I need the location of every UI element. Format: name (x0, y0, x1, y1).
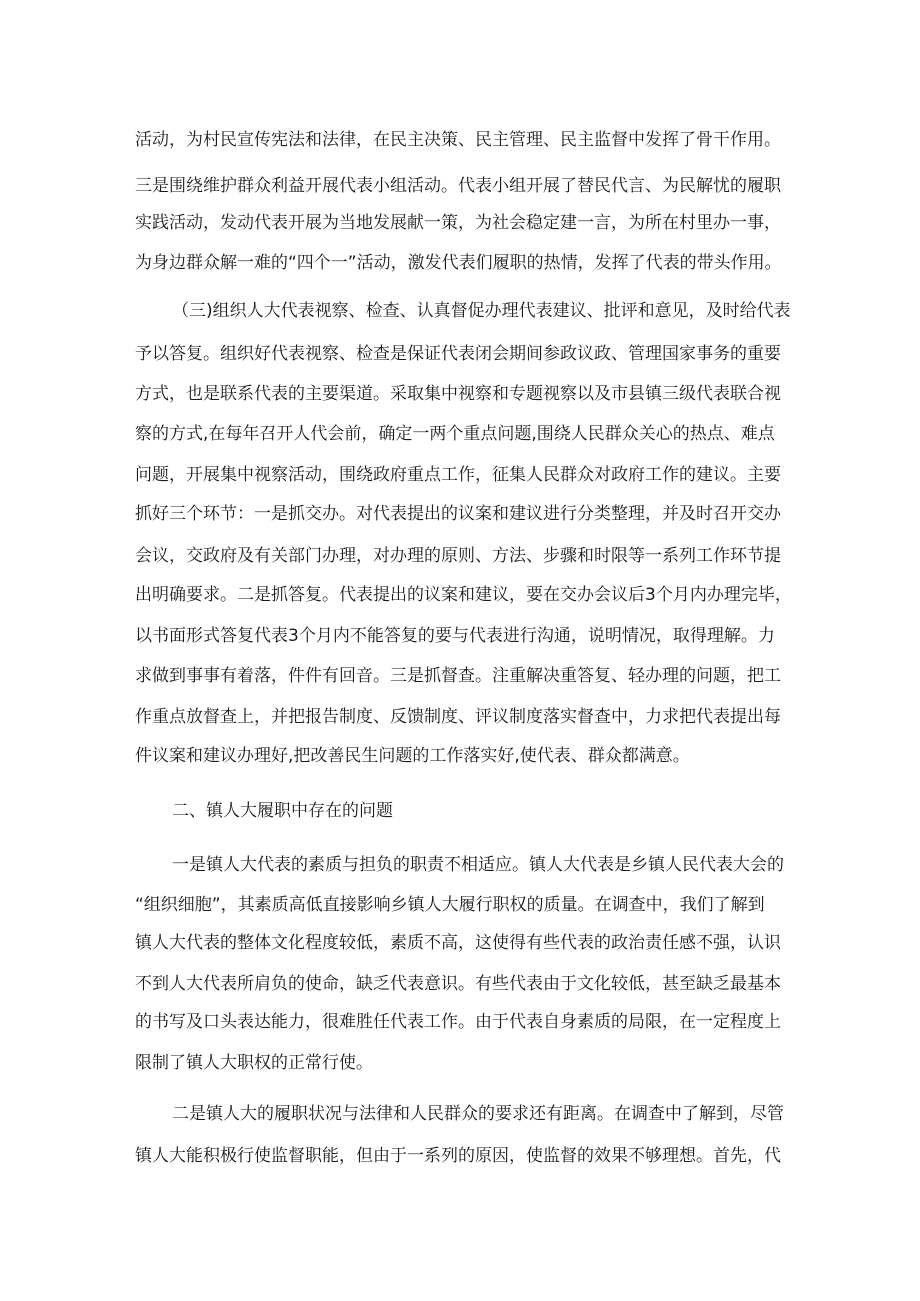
paragraph-section-three-line: 方式，也是联系代表的主要渠道。采取集中视察和专题视察以及市县镇三级代表联合视 (135, 384, 781, 404)
paragraph-issue-one-line: 镇人大代表的整体文化程度较低，素质不高，这使得有些代表的政治责任感不强，认识 (135, 933, 781, 953)
paragraph-issue-one-line: “组织细胞”，其素质高低直接影响乡镇人大履行职权的质量。在调查中，我们了解到 (135, 895, 765, 915)
paragraph-section-three-line: 求做到事事有着落，件件有回音。三是抓督查。注重解决重答复、轻办理的问题，把工 (135, 666, 781, 686)
paragraph-section-three-line: （三)组织人大代表视察、检查、认真督促办理代表建议、批评和意见，及时给代表 (172, 301, 791, 321)
paragraph-section-three-line: 抓好三个环节：一是抓交办。对代表提出的议案和建议进行分类整理，并及时召开交办 (135, 504, 781, 524)
paragraph-section-three-line: 件议案和建议办理好,把改善民生问题的工作落实好,使代表、群众都满意。 (135, 746, 690, 766)
paragraph-section-three-line: 察的方式,在每年召开人代会前，确定一两个重点问题,围绕人民群众关心的热点、难点 (135, 424, 775, 444)
paragraph-issue-one-line: 的书写及口头表达能力，很难胜任代表工作。由于代表自身素质的局限，在一定程度上 (135, 1012, 781, 1032)
paragraph-section-three-line: 问题，开展集中视察活动，围绕政府重点工作，征集人民群众对政府工作的建议。主要 (135, 465, 781, 485)
paragraph-section-three-line: 会议，交政府及有关部门办理，对办理的原则、方法、步骤和时限等一系列工作环节提 (135, 546, 781, 566)
paragraph-section-three-line: 以书面形式答复代表3个月内不能答复的要与代表进行沟通，说明情况，取得理解。力 (135, 626, 775, 646)
paragraph-continuation-line: 实践活动，发动代表开展为当地发展献一策，为社会稳定建一言，为所在村里办一事， (135, 213, 781, 233)
section-heading: 二、镇人大履职中存在的问题 (172, 801, 393, 821)
paragraph-section-three-line: 作重点放督查上，并把报告制度、反馈制度、评议制度落实督查中，力求把代表提出每 (135, 707, 781, 727)
paragraph-issue-one-line: 不到人大代表所肩负的使命，缺乏代表意识。有些代表由于文化较低，甚至缺乏最基本 (135, 974, 781, 994)
paragraph-issue-one-line: 限制了镇人大职权的正常行使。 (135, 1053, 373, 1073)
paragraph-section-three-line: 予以答复。组织好代表视察、检查是保证代表闭会期间参政议政、管理国家事务的重要 (135, 344, 781, 364)
paragraph-continuation-line: 活动，为村民宣传宪法和法律，在民主决策、民主管理、民主监督中发挥了骨干作用。 (135, 130, 781, 150)
paragraph-continuation-line: 为身边群众解一难的“四个一”活动，激发代表们履职的热情，发挥了代表的带头作用。 (135, 253, 782, 273)
paragraph-section-three-line: 出明确要求。二是抓答复。代表提出的议案和建议，要在交办会议后3个月内办理完毕， (135, 585, 792, 605)
paragraph-issue-two-line: 二是镇人大的履职状况与法律和人民群众的要求还有距离。在调查中了解到，尽管 (172, 1104, 784, 1124)
paragraph-issue-one-line: 一是镇人大代表的素质与担负的职责不相适应。镇人大代表是乡镇人民代表大会的 (172, 855, 784, 875)
paragraph-issue-two-line: 镇人大能积极行使监督职能，但由于一系列的原因，使监督的效果不够理想。首先，代 (135, 1146, 781, 1166)
paragraph-continuation-line: 三是围绕维护群众利益开展代表小组活动。代表小组开展了替民代言、为民解忧的履职 (135, 176, 781, 196)
